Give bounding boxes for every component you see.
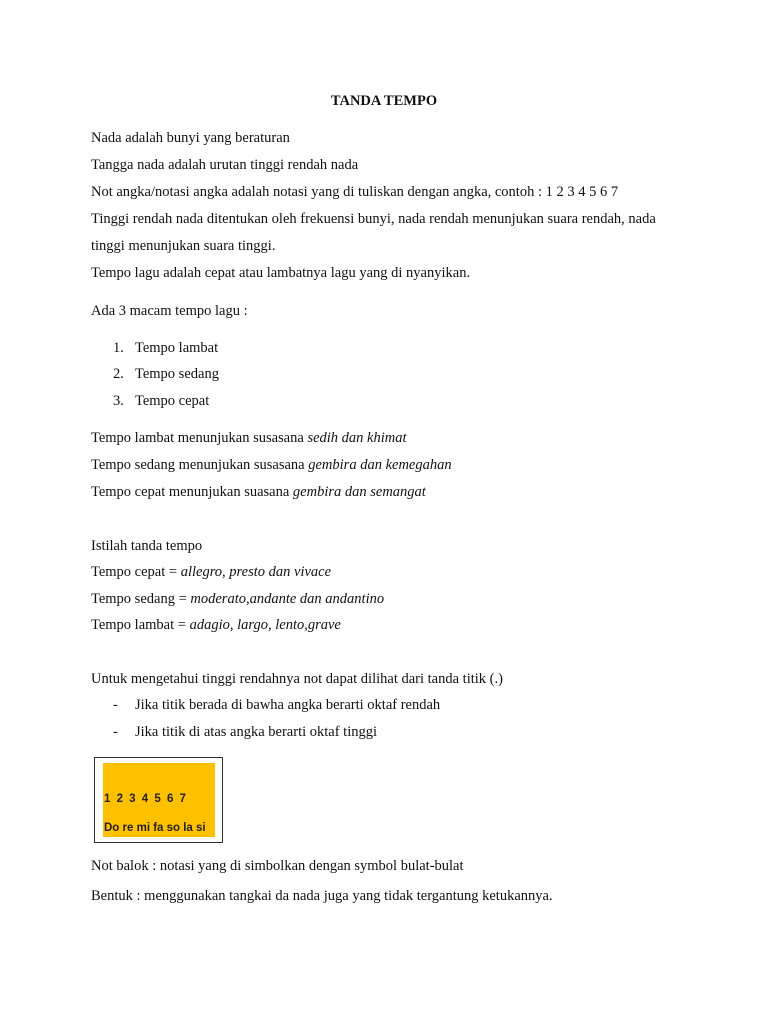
- term-line: [91, 563, 331, 581]
- dash-marker: -: [113, 697, 118, 713]
- closing-line: Bentuk : menggunakan tangkai da nada juga yang tidak tergantung ketukannya.: [91, 888, 553, 904]
- mood-line: [91, 456, 452, 474]
- list-label: Tempo cepat: [135, 393, 210, 409]
- term-text: Tempo cepat =: [91, 564, 181, 580]
- paragraph-line: Ada 3 macam tempo lagu :: [91, 303, 248, 319]
- term-italic: allegro, presto dan vivace: [180, 564, 332, 580]
- mood-line: [91, 429, 407, 447]
- term-italic: adagio, largo, lento,grave: [189, 617, 341, 633]
- paragraph-line: Nada adalah bunyi yang beraturan: [91, 130, 290, 146]
- list-item: [113, 339, 218, 357]
- octave-item: [113, 723, 377, 741]
- mood-text: Tempo sedang menunjukan susasana: [91, 457, 309, 473]
- list-number: 2.: [113, 366, 124, 382]
- paragraph-line: Tinggi rendah nada ditentukan oleh frekuensi bunyi, nada rendah menunjukan suara rendah, nada: [91, 211, 656, 227]
- notation-box: [94, 757, 223, 843]
- term-text: Tempo sedang =: [91, 591, 191, 607]
- document-title: TANDA TEMPO: [330, 93, 438, 109]
- octave-item: [113, 696, 440, 714]
- list-label: Tempo sedang: [135, 366, 219, 382]
- mood-italic: gembira dan kemegahan: [308, 457, 452, 473]
- octave-label: Jika titik di atas angka berarti oktaf tinggi: [135, 724, 378, 740]
- term-italic: moderato,andante dan andantino: [190, 591, 385, 607]
- term-text: Tempo lambat =: [91, 617, 190, 633]
- notation-solfege: Do re mi fa so la si: [104, 822, 206, 834]
- term-line: [91, 590, 384, 608]
- terms-heading: Istilah tanda tempo: [91, 538, 203, 554]
- list-label: Tempo lambat: [135, 340, 219, 356]
- notation-numbers: 1 2 3 4 5 6 7: [104, 793, 186, 805]
- mood-line: [91, 483, 426, 501]
- list-number: 3.: [113, 393, 124, 409]
- octave-label: Jika titik berada di bawha angka berarti oktaf rendah: [135, 697, 441, 713]
- list-item: [113, 365, 219, 383]
- paragraph-line: Tangga nada adalah urutan tinggi rendah nada: [91, 157, 359, 173]
- mood-text: Tempo lambat menunjukan susasana: [91, 430, 308, 446]
- dash-marker: -: [113, 724, 118, 740]
- mood-italic: gembira dan semangat: [292, 484, 426, 500]
- list-item: [113, 392, 209, 410]
- paragraph-line: tinggi menunjukan suara tinggi.: [91, 238, 276, 254]
- mood-text: Tempo cepat menunjukan suasana: [91, 484, 293, 500]
- term-line: [91, 616, 341, 634]
- list-number: 1.: [113, 340, 124, 356]
- octave-intro: Untuk mengetahui tinggi rendahnya not dapat dilihat dari tanda titik (.): [91, 671, 503, 687]
- mood-italic: sedih dan khimat: [307, 430, 407, 446]
- paragraph-line: Tempo lagu adalah cepat atau lambatnya lagu yang di nyanyikan.: [91, 265, 471, 281]
- closing-line: Not balok : notasi yang di simbolkan dengan symbol bulat-bulat: [91, 858, 464, 874]
- paragraph-line: Not angka/notasi angka adalah notasi yang di tuliskan dengan angka, contoh : 1 2 3 4 5 6 7: [91, 184, 619, 200]
